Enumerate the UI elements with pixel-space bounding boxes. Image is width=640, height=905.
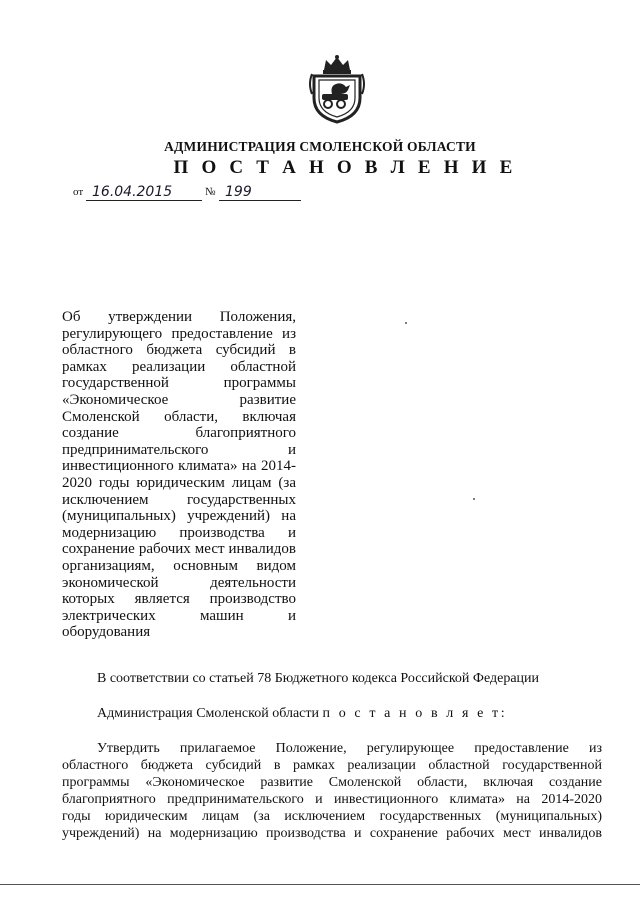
- decision-line: Утвердить прилагаемое Положение, регулирующее предоставление из: [97, 741, 602, 756]
- decision-line: благоприятного предпринимательского и инвестиционного климата» на 2014-2020: [62, 792, 602, 807]
- subject-line: сохранение рабочих мест инвалидов: [62, 541, 296, 558]
- subject-line: «Экономическое развитие: [62, 391, 296, 408]
- subject-block: [62, 309, 296, 641]
- page-bottom-rule: [0, 884, 640, 885]
- resolves-verb: п о с т а н о в л я е т:: [322, 706, 508, 721]
- subject-line: создание благоприятного: [62, 425, 296, 442]
- subject-line: организациям, основным видом: [62, 557, 296, 574]
- scan-speck: [405, 322, 407, 324]
- decision-paragraph: [62, 740, 602, 842]
- subject-line: рамках реализации областной: [62, 358, 296, 375]
- subject-line: регулирующего предоставление из: [62, 325, 296, 342]
- resolves-subject: Администрация Смоленской области: [97, 706, 320, 721]
- decision-line: учреждений) на модернизацию производства и сохранение рабочих мест инвалидов: [62, 826, 602, 841]
- organization-name: АДМИНИСТРАЦИЯ СМОЛЕНСКОЙ ОБЛАСТИ: [164, 139, 476, 154]
- subject-line: государственной программы: [62, 375, 296, 392]
- coat-of-arms-icon: [308, 54, 366, 124]
- legal-basis-paragraph: В соответствии со статьей 78 Бюджетного кодекса Российской Федерации: [97, 671, 540, 686]
- decision-line: областного бюджета субсидий в рамках реализации областной государственной: [62, 758, 602, 773]
- date-prefix: от: [73, 186, 84, 198]
- subject-line: областного бюджета субсидий в: [62, 342, 296, 359]
- subject-line: (муниципальных) учреждений) на: [62, 508, 296, 525]
- number-prefix: №: [205, 186, 216, 198]
- subject-line: электрических машин и: [62, 607, 296, 624]
- date-field: 16.04.2015: [86, 183, 202, 201]
- decision-line: годы юридическим лицам (за исключением государственных (муниципальных): [62, 809, 602, 824]
- subject-line: Об утверждении Положения,: [62, 309, 296, 325]
- resolution-clause: [62, 705, 602, 722]
- subject-line: экономической деятельности: [62, 574, 296, 591]
- number-field: 199: [219, 183, 301, 201]
- scan-speck: [473, 498, 475, 500]
- subject-line: модернизацию производства и: [62, 524, 296, 541]
- subject-line: исключением государственных: [62, 491, 296, 508]
- subject-line: предпринимательского и: [62, 441, 296, 458]
- subject-line: оборудования: [62, 624, 151, 641]
- decision-line: программы «Экономическое развитие Смоленской области, включая создание: [62, 775, 602, 790]
- document-type-title: П О С Т А Н О В Л Е Н И Е: [173, 157, 517, 178]
- subject-line: которых является производство: [62, 591, 296, 608]
- subject-line: инвестиционного климата» на 2014-: [62, 458, 296, 475]
- subject-line: 2020 годы юридическим лицам (за: [62, 474, 296, 491]
- subject-line: Смоленской области, включая: [62, 408, 296, 425]
